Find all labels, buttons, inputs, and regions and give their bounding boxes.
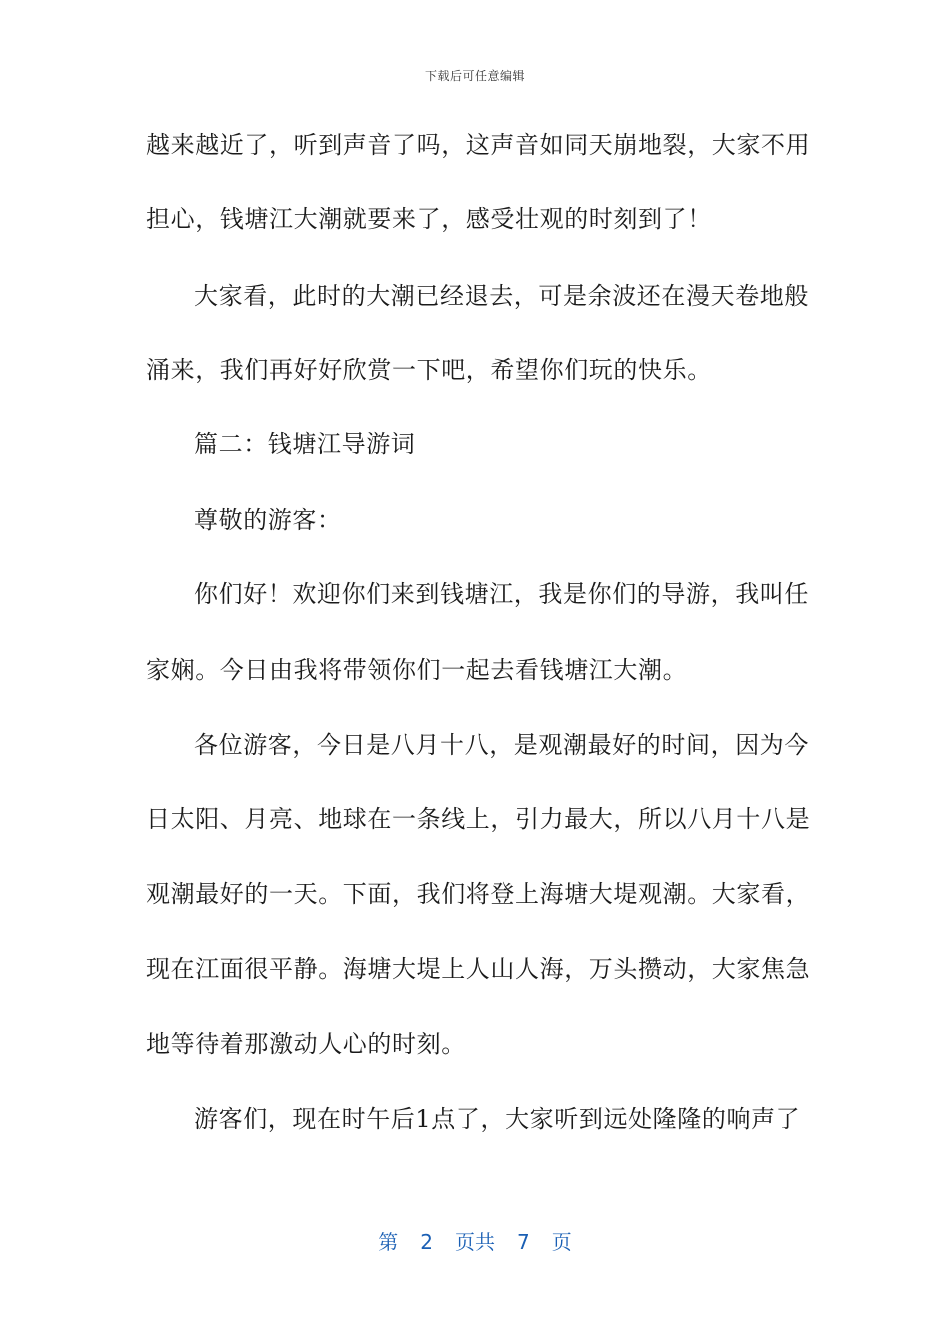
text-line-3: 大家看，此时的大潮已经退去，可是余波还在漫天卷地般 [194, 282, 809, 310]
text-line-6: 尊敬的游客： [194, 506, 342, 534]
text-line-14: 游客们，现在时午后1点了，大家听到远处隆隆的响声了 [194, 1105, 801, 1133]
footer-suffix: 页 [551, 1230, 572, 1254]
current-page-number: 2 [420, 1230, 433, 1254]
text-line-4: 涌来，我们再好好欣赏一下吧，希望你们玩的快乐。 [146, 356, 712, 384]
text-line-10: 日太阳、月亮、地球在一条线上，引力最大，所以八月十八是 [146, 805, 811, 833]
text-line-12: 现在江面很平静。海塘大堤上人山人海，万头攒动，大家焦急 [146, 955, 811, 983]
footer-middle: 页共 [455, 1230, 495, 1254]
page-footer [0, 1226, 950, 1255]
header-note: 下载后可任意编辑 [424, 69, 525, 83]
text-line-13: 地等待着那激动人心的时刻。 [146, 1030, 466, 1058]
text-line-2: 担心，钱塘江大潮就要来了，感受壮观的时刻到了！ [146, 205, 712, 233]
section-heading: 篇二：钱塘江导游词 [194, 430, 416, 458]
text-line-7: 你们好！欢迎你们来到钱塘江，我是你们的导游，我叫任 [194, 580, 809, 608]
text-line-8: 家娴。今日由我将带领你们一起去看钱塘江大潮。 [146, 656, 688, 684]
text-line-11: 观潮最好的一天。下面，我们将登上海塘大堤观潮。大家看， [146, 880, 811, 908]
text-line-9: 各位游客，今日是八月十八，是观潮最好的时间，因为今 [194, 731, 809, 759]
total-pages-number: 7 [517, 1230, 530, 1254]
text-line-1: 越来越近了，听到声音了吗，这声音如同天崩地裂，大家不用 [146, 131, 811, 159]
footer-prefix: 第 [378, 1230, 399, 1254]
